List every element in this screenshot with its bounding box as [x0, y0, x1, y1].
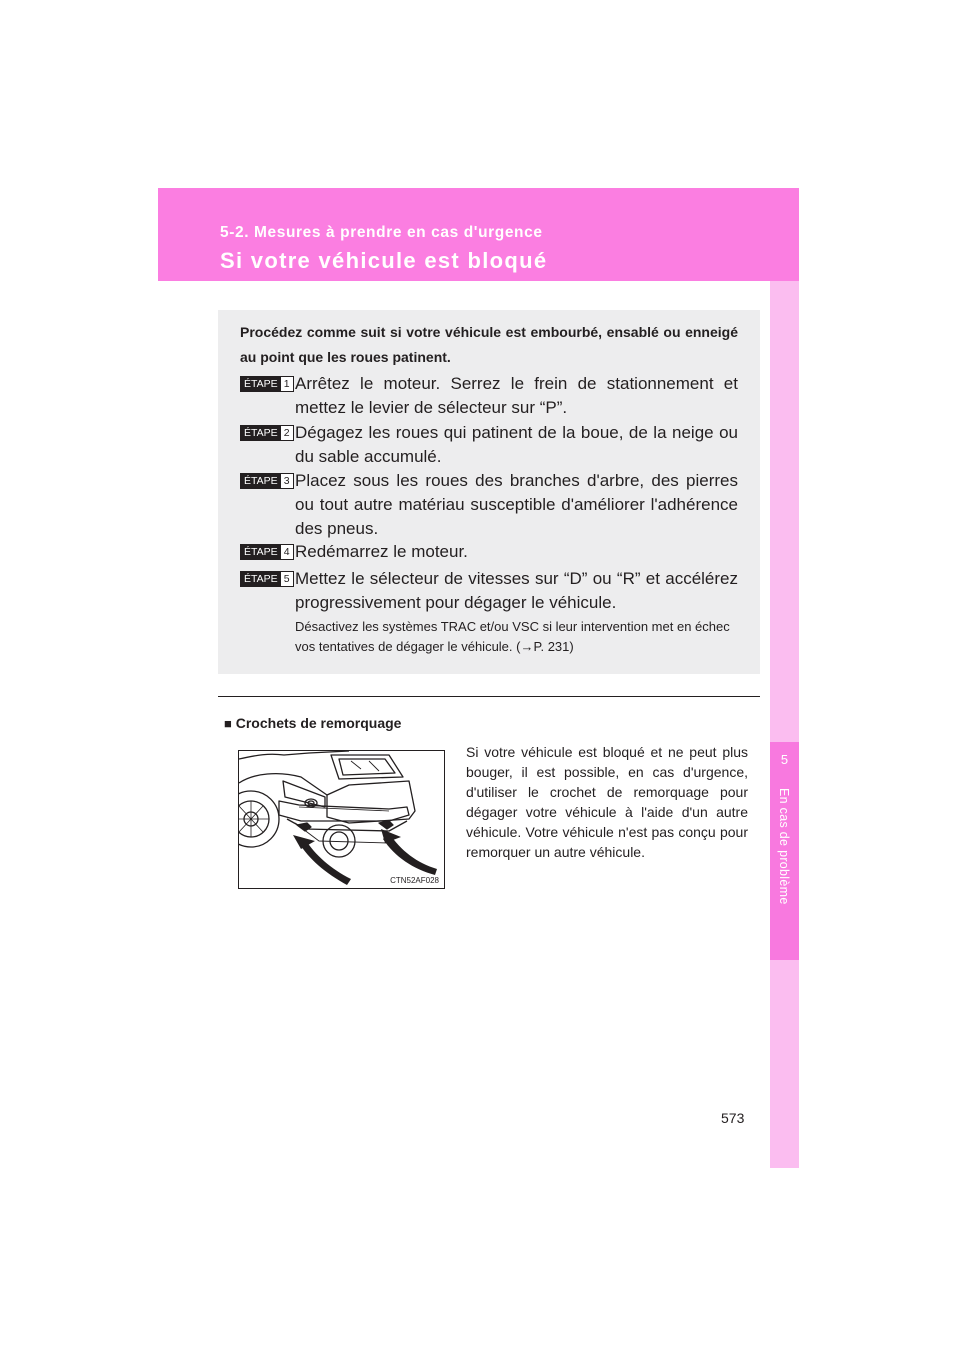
chapter-title: En cas de problème [777, 788, 791, 905]
step-text: Arrêtez le moteur. Serrez le frein de stationnement et mettez le levier de sélecteur sur “P”. [295, 374, 738, 417]
divider [218, 696, 760, 697]
step-text: Placez sous les roues des branches d'arbre, des pierres ou tout autre matériau susceptible d'améliorer l'adhérence des pneus. [295, 471, 738, 538]
step-2 [240, 421, 738, 469]
square-bullet-icon: ■ [224, 716, 232, 731]
step-text: Dégagez les roues qui patinent de la boue, de la neige ou du sable accumulé. [295, 423, 738, 466]
section-label: 5-2. Mesures à prendre en cas d'urgence [220, 224, 543, 241]
chapter-number: 5 [780, 752, 789, 767]
step-3 [240, 469, 738, 541]
step-badge: ÉTAPE 4 [240, 544, 294, 560]
step-badge: ÉTAPE 2 [240, 425, 294, 441]
towing-hook-illustration [238, 750, 445, 889]
intro-text: Procédez comme suit si votre véhicule est embourbé, ensablé ou enneigé au point que les roues patinent. [240, 324, 738, 365]
step-text: Redémarrez le moteur. [295, 542, 468, 561]
step-5 [240, 567, 738, 615]
step-badge: ÉTAPE 1 [240, 376, 294, 392]
step-badge: ÉTAPE 5 [240, 571, 294, 587]
step-note: Désactivez les systèmes TRAC et/ou VSC si leur intervention met en échec vos tentatives de dégager le véhicule. (→P. 231) [295, 619, 730, 654]
step-4 [240, 540, 738, 564]
page-number: 573 [721, 1110, 745, 1126]
illustration-code: CTN52AF028 [390, 876, 439, 885]
page-title: Si votre véhicule est bloqué [220, 248, 548, 273]
side-tab [770, 281, 799, 1168]
step-badge: ÉTAPE 3 [240, 473, 294, 489]
step-1 [240, 372, 738, 420]
step-text: Mettez le sélecteur de vitesses sur “D” ou “R” et accélérez progressivement pour dégager le véhicule. [295, 569, 738, 612]
towing-text: Si votre véhicule est bloqué et ne peut plus bouger, il est possible, en cas d'urgence, d'utiliser le crochet de remorquage pour dégager votre véhicule à l'aide d'un autre véhicule. Votre véhicule n'est pas conçu pour remorquer un autre véhicule. [466, 744, 748, 860]
towing-heading: ■ Crochets de remorquage [224, 715, 402, 731]
rear-vehicle-drawing [239, 751, 444, 888]
